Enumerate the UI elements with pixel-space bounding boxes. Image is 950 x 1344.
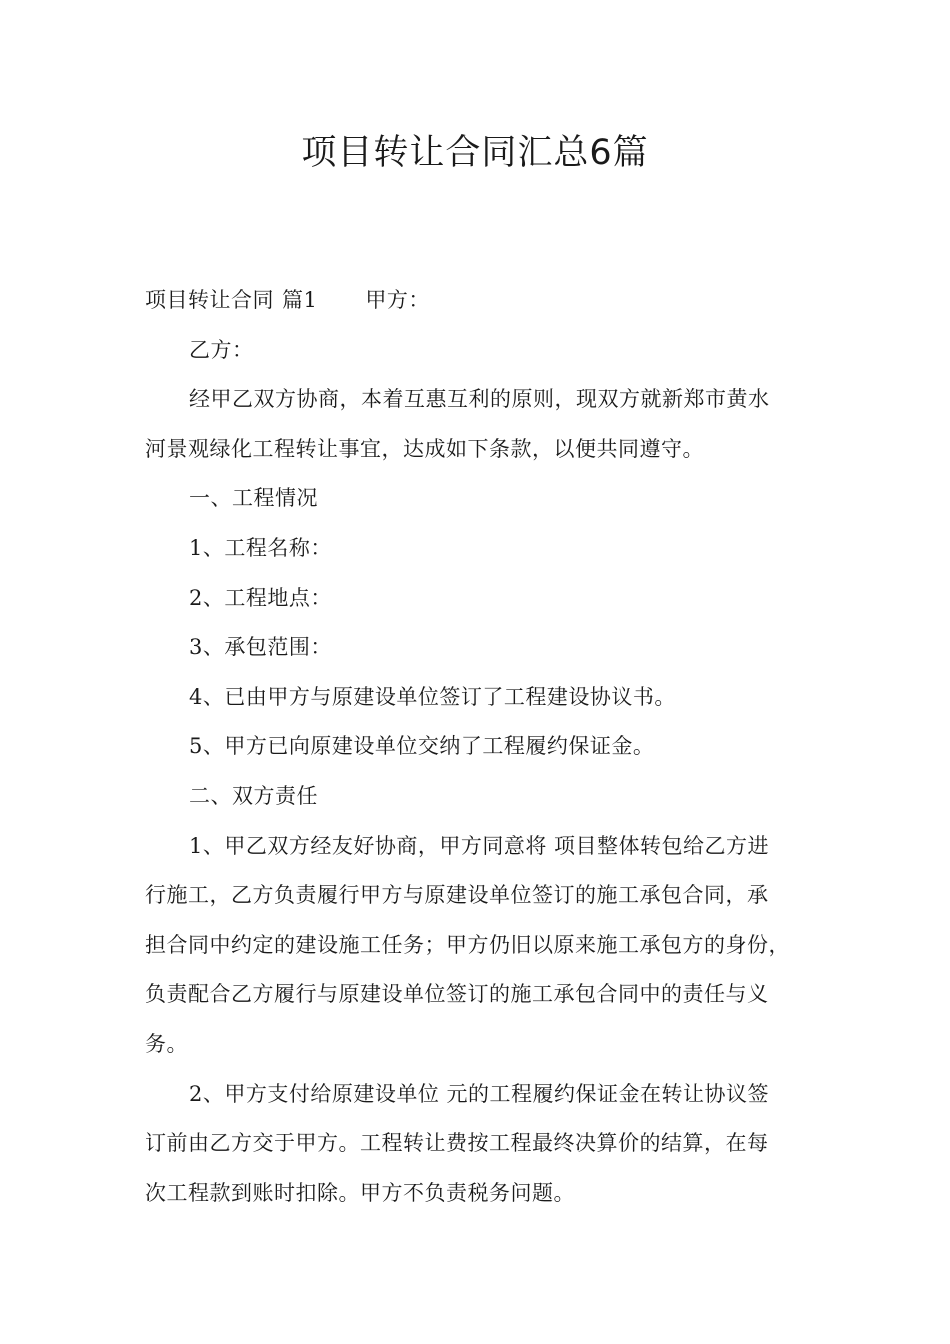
header-line [145, 276, 835, 326]
document-body [145, 276, 835, 1218]
section-heading: 一、工程情况 [189, 486, 318, 511]
party-b-label: 乙方： [189, 337, 254, 362]
contract-heading: 项目转让合同 [145, 288, 274, 312]
paragraph-line: 负责配合乙方履行与原建设单位签订的施工承包合同中的责任与义 [145, 982, 769, 1007]
list-item: 4、已由甲方与原建设单位签订了工程建设协议书。 [189, 684, 676, 709]
list-item: 1、工程名称： [189, 535, 332, 560]
list-item: 5、甲方已向原建设单位交纳了工程履约保证金。 [189, 734, 655, 759]
clause-paragraph [145, 822, 835, 1070]
paragraph-line: 订前由乙方交于甲方。工程转让费按工程最终决算价的结算，在每 [145, 1131, 769, 1156]
paragraph-line: 务。 [145, 1031, 188, 1056]
paragraph-line: 次工程款到账时扣除。甲方不负责税务问题。 [145, 1180, 575, 1205]
paragraph-line: 河景观绿化工程转让事宜，达成如下条款，以便共同遵守。 [145, 436, 704, 461]
paragraph-line: 担合同中约定的建设施工任务；甲方仍旧以原来施工承包方的身份， [145, 932, 790, 957]
paragraph-line: 经甲乙双方协商，本着互惠互利的原则，现双方就新郑市黄水 [189, 387, 770, 412]
section-label: 篇1 [282, 288, 318, 312]
paragraph-line: 2、甲方支付给原建设单位 元的工程履约保证金在转让协议签 [189, 1081, 770, 1106]
list-item: 2、工程地点： [189, 585, 332, 610]
section-heading: 二、双方责任 [189, 783, 318, 808]
list-item: 3、承包范围： [189, 635, 332, 660]
paragraph-line: 行施工，乙方负责履行甲方与原建设单位签订的施工承包合同，承 [145, 883, 769, 908]
paragraph-line: 1、甲乙双方经友好协商，甲方同意将 项目整体转包给乙方进 [189, 833, 770, 858]
intro-paragraph [145, 375, 835, 474]
document-title: 项目转让合同汇总6篇 [301, 133, 649, 173]
clause-paragraph [145, 1070, 835, 1219]
party-a-label: 甲方： [365, 288, 430, 312]
